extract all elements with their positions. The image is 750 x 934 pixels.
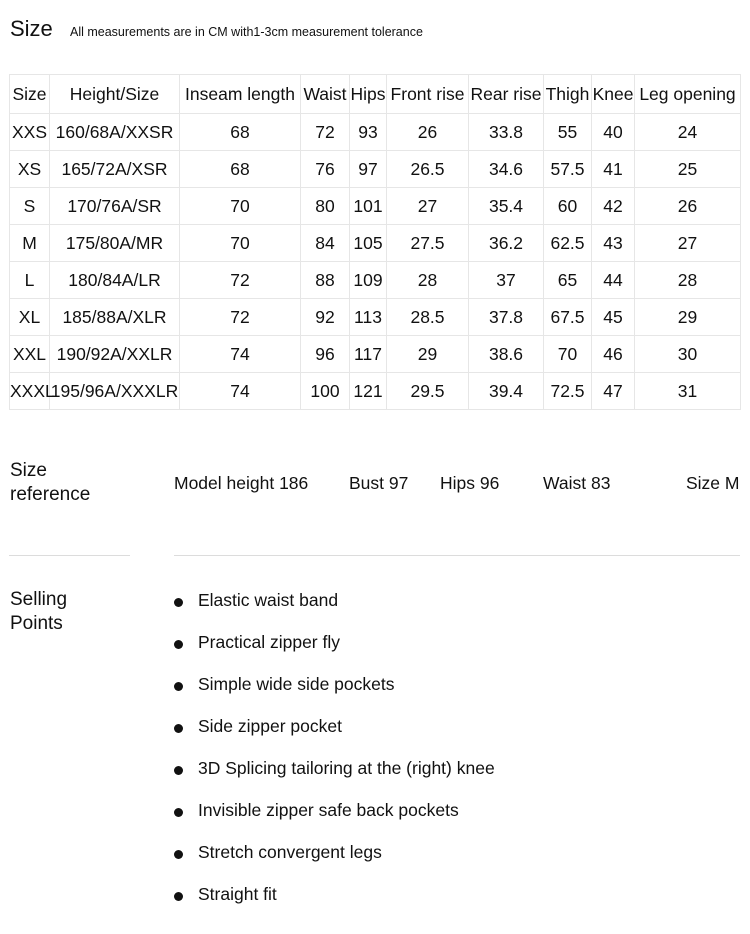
selling-point-text: Straight fit [198,884,277,904]
table-cell: 26 [387,114,469,151]
table-header-row [10,75,741,114]
table-cell: 28.5 [387,299,469,336]
table-cell: 88 [301,262,350,299]
table-cell: 26 [635,188,741,225]
table-cell: 165/72A/XSR [50,151,180,188]
table-cell: 28 [387,262,469,299]
size-reference-label [10,459,90,507]
table-cell: 160/68A/XXSR [50,114,180,151]
size-table [9,74,741,410]
table-cell: 30 [635,336,741,373]
table-cell: 72 [301,114,350,151]
column-header: Hips [350,75,387,114]
list-item [174,758,495,800]
table-cell: 29 [387,336,469,373]
table-cell: 37 [469,262,544,299]
table-cell: 67.5 [544,299,592,336]
table-row [10,373,741,410]
table-cell: 27.5 [387,225,469,262]
table-cell: 25 [635,151,741,188]
table-cell: 27 [635,225,741,262]
table-cell: 45 [592,299,635,336]
table-cell: 44 [592,262,635,299]
selling-point-text: 3D Splicing tailoring at the (right) knee [198,758,495,778]
table-cell: 57.5 [544,151,592,188]
selling-points-label-line2: Points [10,613,63,634]
table-cell: 100 [301,373,350,410]
table-cell: 40 [592,114,635,151]
list-item [174,842,495,884]
table-cell: 68 [180,151,301,188]
table-cell: 93 [350,114,387,151]
divider-left [9,555,130,556]
selling-point-text: Stretch convergent legs [198,842,382,862]
list-item [174,632,495,674]
table-cell: M [10,225,50,262]
table-cell: 105 [350,225,387,262]
selling-point-text: Practical zipper fly [198,632,340,652]
table-cell: 27 [387,188,469,225]
table-cell: XL [10,299,50,336]
table-cell: 121 [350,373,387,410]
selling-points-list [174,590,495,926]
bullet-icon [174,808,183,817]
table-cell: 34.6 [469,151,544,188]
selling-point-text: Invisible zipper safe back pockets [198,800,459,820]
table-cell: 38.6 [469,336,544,373]
table-cell: 46 [592,336,635,373]
column-header: Thigh [544,75,592,114]
list-item [174,800,495,842]
column-header: Size [10,75,50,114]
table-cell: 72 [180,262,301,299]
table-cell: XS [10,151,50,188]
table-cell: S [10,188,50,225]
table-cell: 28 [635,262,741,299]
table-cell: 70 [180,188,301,225]
table-cell: XXS [10,114,50,151]
table-cell: 72 [180,299,301,336]
table-cell: 29.5 [387,373,469,410]
table-cell: 35.4 [469,188,544,225]
table-row [10,262,741,299]
list-item [174,674,495,716]
size-reference-label-line1: Size [10,460,47,481]
bullet-icon [174,682,183,691]
column-header: Leg opening [635,75,741,114]
bullet-icon [174,724,183,733]
table-cell: 76 [301,151,350,188]
selling-points-label-line1: Selling [10,589,68,610]
column-header: Inseam length [180,75,301,114]
table-cell: 72.5 [544,373,592,410]
table-cell: 117 [350,336,387,373]
table-cell: XXL [10,336,50,373]
table-cell: 55 [544,114,592,151]
table-cell: 190/92A/XXLR [50,336,180,373]
model-hips: Hips 96 [440,473,500,493]
table-cell: 70 [544,336,592,373]
table-row [10,151,741,188]
table-cell: 84 [301,225,350,262]
table-cell: 60 [544,188,592,225]
table-cell: 37.8 [469,299,544,336]
table-cell: 195/96A/XXXLR [50,373,180,410]
model-height: Model height 186 [174,473,309,493]
table-cell: 24 [635,114,741,151]
table-row [10,299,741,336]
table-row [10,336,741,373]
table-cell: 185/88A/XLR [50,299,180,336]
list-item [174,716,495,758]
table-cell: 101 [350,188,387,225]
column-header: Waist [301,75,350,114]
table-cell: 68 [180,114,301,151]
table-cell: 29 [635,299,741,336]
table-cell: 62.5 [544,225,592,262]
column-header: Knee [592,75,635,114]
table-cell: 80 [301,188,350,225]
measurement-note: All measurements are in CM with1-3cm measurement tolerance [70,25,423,39]
selling-point-text: Elastic waist band [198,590,339,610]
table-cell: 96 [301,336,350,373]
table-cell: 170/76A/SR [50,188,180,225]
table-cell: 42 [592,188,635,225]
size-table-body [10,114,741,410]
table-cell: 31 [635,373,741,410]
model-size: Size M [686,473,740,493]
bullet-icon [174,766,183,775]
selling-point-text: Simple wide side pockets [198,674,395,694]
selling-point-text: Side zipper pocket [198,716,342,736]
table-cell: 74 [180,373,301,410]
divider-right [174,555,740,556]
bullet-icon [174,598,183,607]
table-cell: 74 [180,336,301,373]
model-waist: Waist 83 [543,473,611,493]
table-cell: 39.4 [469,373,544,410]
table-row [10,188,741,225]
list-item [174,590,495,632]
table-cell: 180/84A/LR [50,262,180,299]
table-cell: 36.2 [469,225,544,262]
table-cell: L [10,262,50,299]
model-bust: Bust 97 [349,473,409,493]
table-cell: 43 [592,225,635,262]
table-cell: 65 [544,262,592,299]
table-cell: 97 [350,151,387,188]
column-header: Front rise [387,75,469,114]
bullet-icon [174,892,183,901]
page-title: Size [10,16,53,41]
table-cell: 92 [301,299,350,336]
table-cell: 41 [592,151,635,188]
bullet-icon [174,640,183,649]
table-cell: 70 [180,225,301,262]
column-header: Rear rise [469,75,544,114]
column-header: Height/Size [50,75,180,114]
table-cell: XXXL [10,373,50,410]
table-cell: 175/80A/MR [50,225,180,262]
table-cell: 26.5 [387,151,469,188]
size-reference-label-line2: reference [10,484,91,505]
bullet-icon [174,850,183,859]
table-cell: 33.8 [469,114,544,151]
list-item [174,884,495,926]
selling-points-label [10,588,67,636]
table-row [10,225,741,262]
table-row [10,114,741,151]
table-cell: 109 [350,262,387,299]
table-cell: 113 [350,299,387,336]
table-cell: 47 [592,373,635,410]
